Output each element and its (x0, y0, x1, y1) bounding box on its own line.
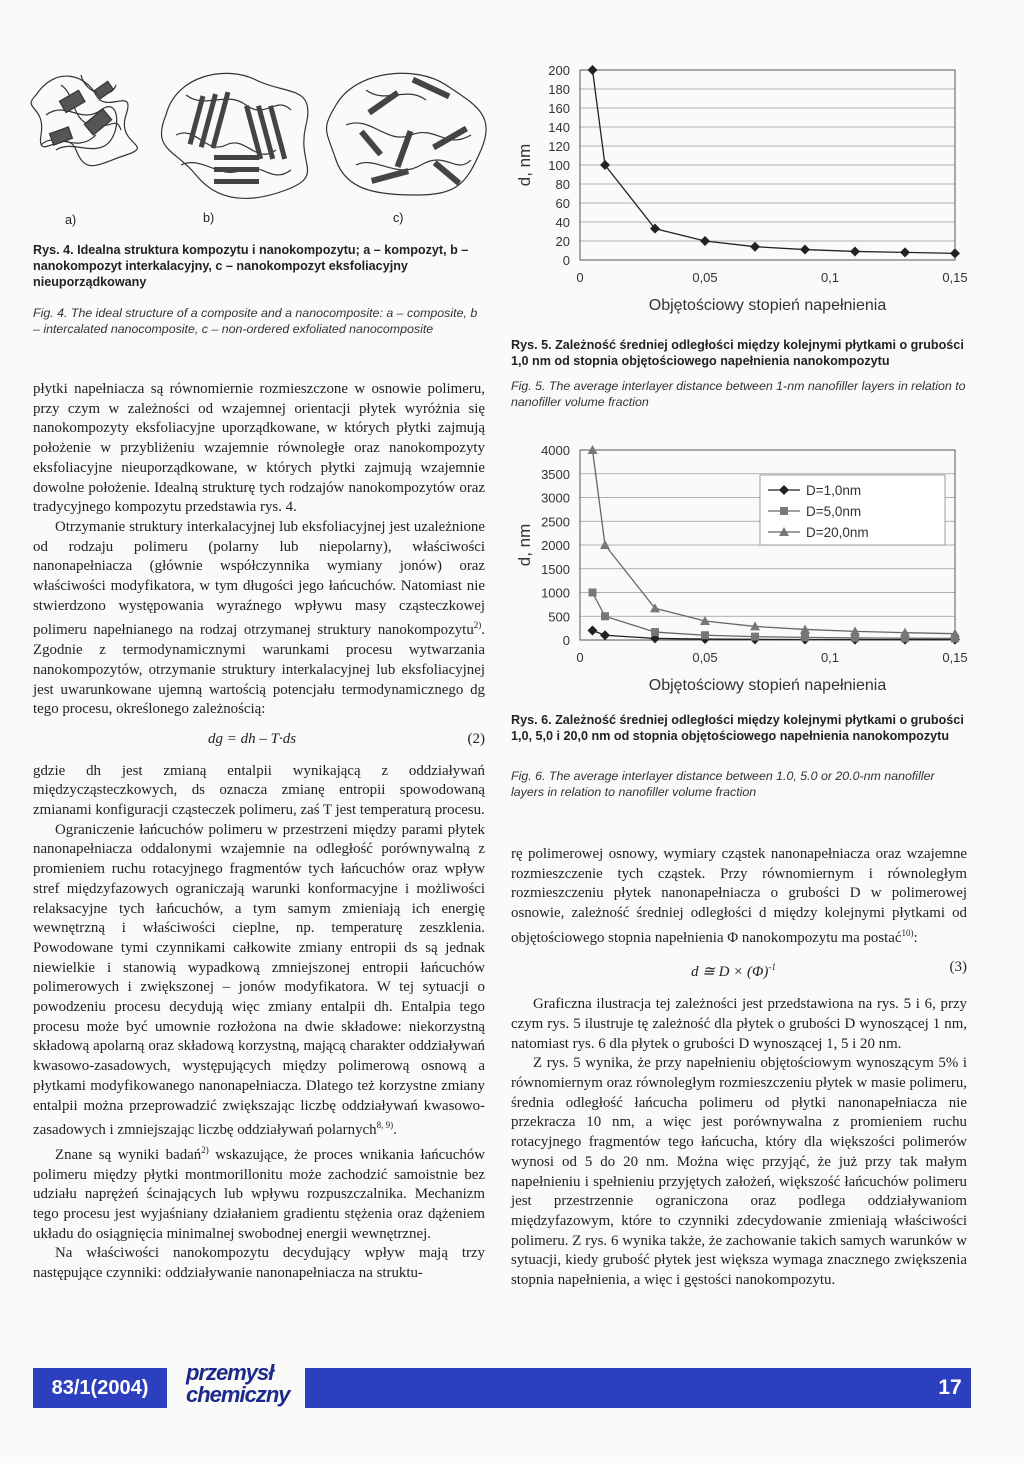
fig6-chart-svg (500, 435, 980, 705)
y-tick-label: 40 (555, 215, 570, 230)
left-column (33, 380, 485, 1284)
y-tick-label: 3000 (541, 490, 570, 506)
fig4-label-b: b) (203, 211, 215, 225)
x-tick-label: 0,05 (692, 650, 718, 665)
data-point (601, 612, 609, 620)
legend-entry: D=20,0nm (806, 525, 869, 540)
y-tick-label: 1500 (541, 561, 570, 577)
data-point (700, 236, 710, 246)
fig5-chart-svg (500, 55, 980, 325)
series-line (593, 593, 956, 639)
fig5-caption-pl: Rys. 5. Zależność średniej odległości między kolejnymi płytkami o grubości 1,0 nm od stopnia objętościowego napełnienia nanokompozytu (511, 338, 964, 368)
page-number: 17 (938, 1376, 962, 1399)
y-tick-label: 100 (548, 158, 570, 173)
equation-3 (511, 958, 967, 983)
fig4-c-drawing (327, 73, 487, 195)
data-point (600, 630, 610, 640)
fig5-chart (500, 55, 980, 325)
y-tick-label: 500 (548, 609, 570, 625)
left-paragraph-3: gdzie dh jest zmianą entalpii wynikającą z oddziaływań międzycząsteczkowych, ds oznacza zmianę entropii spowodowaną zmianami konfiguracji cząsteczek polimeru, zaś T jest temperaturą procesu. (33, 762, 485, 819)
equation-3-formula: d ≅ $D \times (\Phi)^{-1}$ (691, 962, 776, 981)
right-column (511, 845, 967, 1291)
fig6-caption-pl: Rys. 6. Zależność średniej odległości między kolejnymi płytkami o grubości 1,0, 5,0 i 20,0 nm od stopnia objętościowego napełnienia nanokompozytu (511, 713, 964, 743)
y-tick-label: 60 (555, 196, 570, 211)
legend-entry: D=1,0nm (806, 483, 862, 498)
y-tick-label: 200 (548, 63, 570, 78)
y-tick-label: 80 (555, 177, 570, 192)
y-axis-label: d, nm (515, 523, 534, 567)
fig4-a-drawing (31, 75, 137, 166)
left-paragraph-1: płytki napełniacza są równomiernie rozmieszczone w osnowie polimeru, przy czym w zależności od wzajemnej orientacji płytek wyróżnia się nanokompozyty eksfoliacyjne uporządkowane, w których płytki zajmują położenie w przybliżeniu wzajemnie równoległe oraz nanokompozyty eksfoliacyjne nieuporządkowane, w których płytki zajmują wzajemnie dowolne położenie. Idealną strukturę tych rodzajów nanokompozytów oraz tradycyjnego kompozytu przedstawia rys. 4. (33, 381, 485, 516)
data-point (701, 631, 709, 639)
equation-3-number: (3) (949, 959, 967, 976)
data-point (600, 540, 610, 549)
right-paragraph-2: Graficzna ilustracja tej zależności jest przedstawiona na rys. 5 i 6, przy czym rys. 5 ilustruje tę zależność dla płytek o grubości D wynoszącej 1 nm, natomiast rys. 6 dla płytek o grubości D wynoszącej 1, 5 i 20 nm. (511, 996, 967, 1052)
fig4-drawing (26, 55, 496, 230)
journal-logo (186, 1362, 296, 1406)
y-tick-label: 160 (548, 101, 570, 116)
x-tick-label: 0,05 (692, 270, 718, 285)
y-tick-label: 1000 (541, 585, 570, 601)
right-paragraph-3: Z rys. 5 wynika, że przy napełnieniu objętościowym wynoszącym 5% i równomiernym oraz równoległym rozmieszczeniu płytek w masie polimeru, średnia odległość łańcucha polimeru od płytki nanonapełniacza nie przekracza 10 nm, a więc jest porównywalna z promieniem ruchu rotacyjnego fragmentów tego łańcucha, który dla większości polimerów wynosi od 5 do 20 nm. Można więc przyjąć, że już przy tak małym napełnieniu i spełnieniu przyjętych założeń, większość łańcuchów polimeru jest przestrzennie ograniczona oraz podlega oddziaływaniom międzyfazowym, które to czynniki zdecydowanie zmieniają właściwości polimeru. Z rys. 6 wynika także, że zachowanie takich samych warunków w sytuacji, kiedy grubość płytek jest większa wymaga znacznego zwiększenia stopnia napełnienia, a więc i gęstości nanokompozytu. (511, 1055, 967, 1289)
data-point (589, 589, 597, 597)
x-tick-label: 0,15 (942, 270, 968, 285)
series-line (593, 70, 956, 253)
fig4-label-a: a) (65, 213, 77, 227)
footer-bar (305, 1368, 971, 1408)
data-point (588, 626, 598, 636)
data-point (900, 247, 910, 257)
legend-marker (780, 507, 788, 515)
y-tick-label: 4000 (541, 443, 570, 458)
x-tick-label: 0 (576, 270, 584, 285)
right-paragraph-1: rę polimerowej osnowy, wymiary cząstek nanonapełniacza oraz wzajemne rozmieszczenie tych cząstek. Przy równomiernym i równoległym rozmieszczeniu płytek nanonapełniacza o grubości D w polimerowej osnowie, zależność średniej odległości d między kolejnymi płytkami od objętościowego stopnia napełnienia Φ nanokompozytu ma postać$^{10)}$: (511, 846, 967, 946)
fig4-caption-pl: Rys. 4. Idealna struktura kompozytu i nanokompozytu; a – kompozyt, b – nanokompozyt interkalacyjny, c – nanokompozyt eksfoliacyjny nieuporządkowany (33, 243, 469, 289)
data-point (801, 633, 809, 641)
fig4-illustration (26, 55, 496, 230)
data-point (751, 633, 759, 641)
equation-2 (33, 730, 485, 750)
y-tick-label: 120 (548, 139, 570, 154)
data-point (651, 628, 659, 636)
left-paragraph-5: Znane są wyniki badań$^{2)}$ wskazujące, że proces wnikania łańcuchów polimeru między płytki montmorillonitu może zachodzić samoistnie bez udziału naprężeń ścinających lub wpływu rozpuszczalnika. Mechanizm tego procesu jest wyjaśniany działaniem gradientu stężenia oraz dążeniem układu do osiągnięcia minimalnej swobodnej energii wewnętrznej. (33, 1144, 485, 1242)
fig6-caption-en: Fig. 6. The average interlayer distance between 1.0, 5.0 or 20.0-nm nanofiller layers in relation to nanofiller volume fraction (511, 769, 935, 799)
y-tick-label: 0 (562, 253, 570, 268)
y-tick-label: 0 (562, 633, 570, 648)
fig4-b-drawing (161, 73, 308, 198)
data-point (950, 248, 960, 258)
x-tick-label: 0,1 (820, 650, 840, 665)
fig5-caption-en: Fig. 5. The average interlayer distance between 1-nm nanofiller layers in relation to nanofiller volume fraction (511, 379, 966, 409)
left-paragraph-4: Ograniczenie łańcuchów polimeru w przestrzeni między parami płytek nanonapełniacza oddalonymi wzajemnie na odległość porównywalną z promieniem ruchu rotacyjnego fragmentów tych łańcuchów oraz wpływ stref międzyfazowych ograniczają warunki konformacyjne i możliwości relaksacyjne tych łańcuchów, a tym samym zmieniają ich energię wewnętrzną i właściwości cieplne, np. temperaturę zeszklenia. Powodowane tymi czynnikami całkowite zmiany entropii ds są jednak niewielkie i stanowią wypadkową zmniejszonej entropii łańcuchów polimerowych i zwiększonej – jonów modyfikatora. W tej sytuacji o powodzeniu procesu decydują więc zmiany entalpii dh. Entalpia tego procesu może być umownie rozłożona na dwie składowe: niekorzystną składową apolarną oraz składową korzystną, mającą charakter oddziaływań kwasowo-zasadowych, występujących między polimerową osnową a płytkami modyfikowanego nanonapełniacza. Dlatego też korzystne zmiany entalpii można przeprowadzić zwiększając liczbę oddziaływań kwasowo-zasadowych i zmniejszając liczbę oddziaływań polarnych$^{8, 9)}$. (33, 821, 485, 1139)
y-tick-label: 2000 (541, 538, 570, 553)
y-tick-label: 3500 (541, 466, 570, 482)
fig4-label-c: c) (393, 211, 404, 225)
y-tick-label: 2500 (541, 514, 570, 530)
equation-2-number: (2) (467, 730, 485, 747)
x-axis-label: Objętościowy stopień napełnienia (648, 677, 887, 694)
x-tick-label: 0 (576, 650, 584, 665)
data-point (850, 246, 860, 256)
x-tick-label: 0,1 (820, 270, 840, 285)
data-point (750, 242, 760, 252)
fig4-caption-en: Fig. 4. The ideal structure of a composite and a nanocomposite: a – composite, b – intercalated nanocomposite, c – non-ordered exfoliated nanocomposite (33, 306, 478, 336)
data-point (588, 65, 598, 75)
y-tick-label: 20 (555, 234, 570, 249)
logo-line-1: przemysł (186, 1360, 274, 1385)
x-tick-label: 0,15 (942, 650, 968, 665)
left-paragraph-6: Na właściwości nanokompozytu decydujący wpływ mają trzy następujące czynniki: oddziaływanie nanonapełniacza na struktu- (33, 1245, 485, 1282)
x-axis-label: Objętościowy stopień napełnienia (648, 297, 887, 314)
fig6-chart (500, 435, 980, 705)
y-tick-label: 140 (548, 120, 570, 135)
y-axis-label: d, nm (515, 143, 534, 187)
y-tick-label: 180 (548, 82, 570, 97)
equation-2-formula: dg = dh – T·ds (208, 730, 297, 747)
logo-line-2: chemiczny (186, 1382, 290, 1407)
data-point (800, 245, 810, 255)
issue-badge: 83/1(2004) (33, 1368, 167, 1408)
left-paragraph-2: Otrzymanie struktury interkalacyjnej lub eksfoliacyjnej jest uzależnione od rodzaju polimeru (polarny lub niepolarny), właściwości nanonapełniacza (głównie współczynnika wymiany jonów) oraz właściwości modyfikatora, w tym długości jego łańcuchów. Natomiast nie stwierdzono występowania wyraźnego wpływu masy cząsteczkowej polimeru napełnianego na rodzaj otrzymanej struktury nanokompozytu$^{2)}$. Zgodnie z termodynamicznymi warunkami procesu wytwarzania nanokompozytów, otrzymanie struktury interkalacyjnej lub eksfoliacyjnej jest uwarunkowane ujemną wartością potencjału termodynamicznego dg tego procesu, określonego zależnością: (33, 518, 485, 718)
legend-entry: D=5,0nm (806, 504, 862, 519)
